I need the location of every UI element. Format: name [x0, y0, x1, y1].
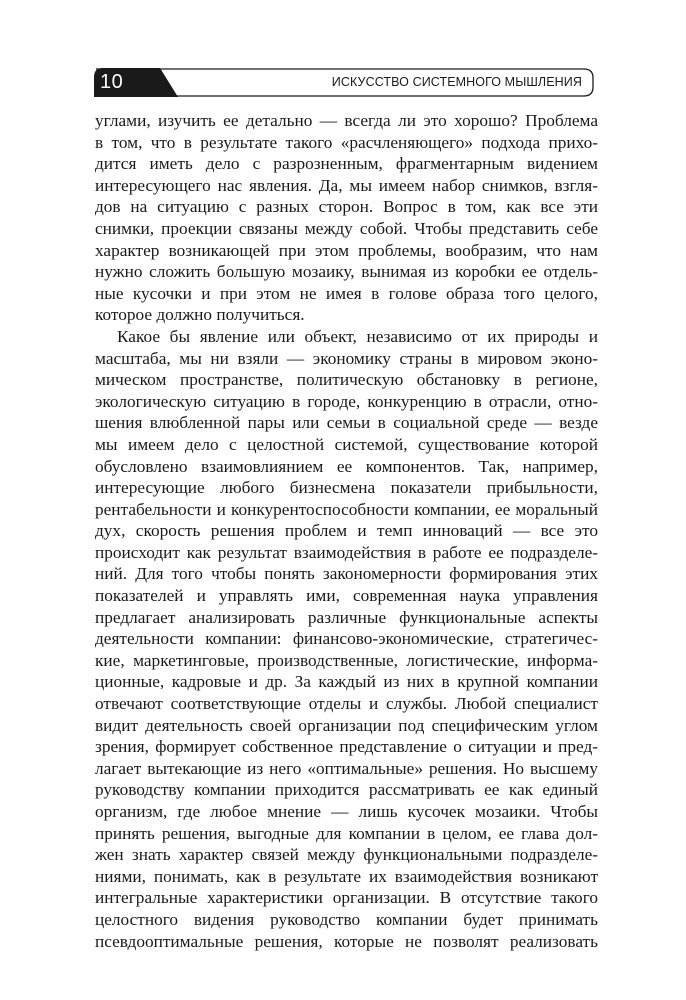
- text-line: экологическую ситуацию в городе, конкуренцию в отрасли, отно-: [95, 391, 598, 411]
- text-line: ционные, кадровые и др. За каждый из них в крупной компании: [95, 672, 598, 692]
- text-line: которое должно получиться.: [95, 305, 305, 325]
- body-text: [95, 110, 598, 952]
- text-line: интегральные характеристики организации. В отсутствие такого: [95, 888, 598, 908]
- text-line: ниями, понимать, как в результате их взаимодействия возникают: [95, 866, 598, 886]
- text-line: зрения, формирует собственное представление о ситуации и пред-: [95, 737, 598, 757]
- text-line: предлагает анализировать различные функциональные аспекты: [95, 607, 598, 627]
- running-title: ИСКУССТВО СИСТЕМНОГО МЫШЛЕНИЯ: [331, 75, 582, 89]
- text-line: дух, скорость решения проблем и темп инноваций — все это: [95, 521, 598, 541]
- text-line: ний. Для того чтобы понять закономерности формирования этих: [95, 564, 598, 584]
- text-line: принять решения, выгодные для компании в целом, ее глава дол-: [95, 823, 598, 843]
- text-line: отвечают соответствующие отделы и службы. Любой специалист: [95, 694, 598, 714]
- text-line: ные кусочки и при этом не имея в голове образа того целого,: [95, 283, 598, 303]
- text-line: лагает вытекающие из него «оптимальные» решения. Но высшему: [95, 758, 598, 778]
- text-line: показателей и управлять ими, современная наука управления: [95, 586, 598, 606]
- text-line: нужно сложить большую мозаику, вынимая из коробки ее отдель-: [95, 262, 598, 282]
- text-line: видит деятельность своей организации под специфическим углом: [95, 715, 598, 735]
- running-header: [94, 68, 594, 97]
- text-line: рентабельности и конкурентоспособности компании, ее моральный: [95, 499, 598, 519]
- text-line: шения влюбленной пары или семьи в социальной среде — везде: [95, 413, 598, 433]
- text-line: интересующие любого бизнесмена показатели прибыльности,: [95, 478, 598, 498]
- text-line: в том, что в результате такого «расчленяющего» подхода прихо-: [95, 132, 598, 152]
- text-line: обусловлено взаимовлиянием ее компонентов. Так, например,: [95, 456, 598, 476]
- page-number: 10: [100, 71, 124, 93]
- text-line: дов на ситуацию с разных сторон. Вопрос в том, как все эти: [95, 197, 598, 217]
- text-line: кие, маркетинговые, производственные, логистические, информа-: [95, 650, 598, 670]
- text-line: целостного видения руководство компании будет принимать: [95, 909, 598, 929]
- text-line: характер возникающей при этом проблемы, вообразим, что нам: [95, 240, 598, 260]
- text-line: мическом пространстве, политическую обстановку в регионе,: [95, 370, 598, 390]
- text-line: происходит как результат взаимодействия в работе ее подразделе-: [95, 542, 598, 562]
- text-line: деятельности компании: финансово-экономические, стратегичес-: [95, 629, 598, 649]
- text-line: углами, изучить ее детально — всегда ли это хорошо? Проблема: [95, 111, 598, 130]
- text-line: руководству компании приходится рассматривать ее как единый: [95, 780, 598, 800]
- text-line: дится иметь дело с разрозненным, фрагментарным видением: [95, 154, 598, 174]
- text-line: организм, где любое мнение — лишь кусочек мозаики. Чтобы: [95, 802, 598, 821]
- paragraph-first-line: Какое бы явление или объект, независимо от их природы и: [117, 326, 598, 346]
- text-line: мы имеем дело с целостной системой, существование которой: [95, 434, 598, 454]
- text-line: масштаба, мы ни взяли — экономику страны в мировом эконо-: [95, 348, 598, 368]
- text-line: жен знать характер связей между функциональными подразделе-: [95, 845, 598, 865]
- text-line: снимки, проекции связаны между собой. Чтобы представить себе: [95, 218, 598, 238]
- text-line: псевдооптимальные решения, которые не позволят реализовать: [95, 931, 598, 951]
- text-line: интересующего нас явления. Да, мы имеем набор снимков, взгля-: [95, 175, 598, 195]
